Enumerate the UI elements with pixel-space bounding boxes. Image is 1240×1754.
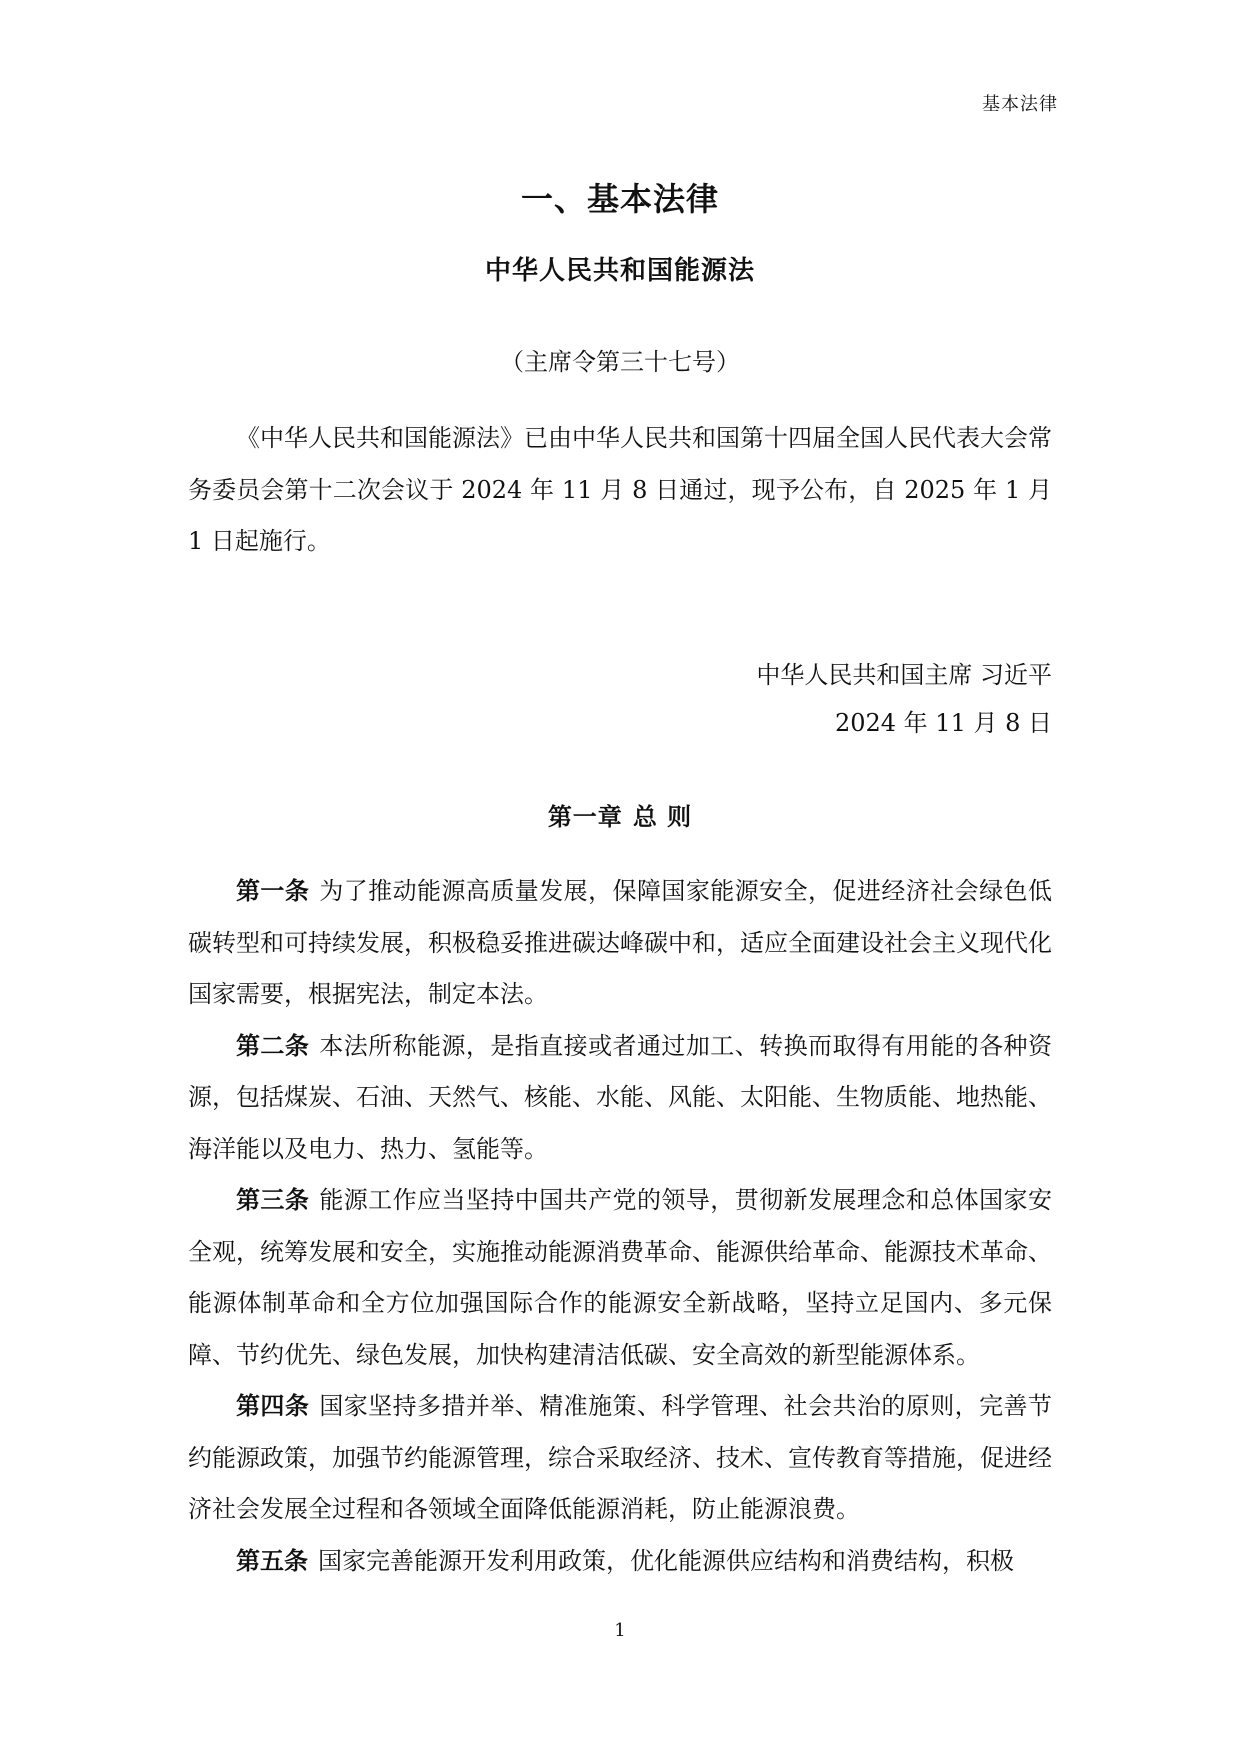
article-number: 第五条	[236, 1546, 308, 1575]
article-3	[188, 1175, 1052, 1381]
article-2	[188, 1021, 1052, 1176]
signature-name: 中华人民共和国主席 习近平	[756, 661, 1052, 689]
chapter-label: 第一章	[547, 803, 623, 831]
page-number: 1	[614, 1620, 626, 1641]
article-4	[188, 1381, 1052, 1536]
article-number: 第一条	[236, 877, 310, 905]
chapter-title	[0, 797, 1240, 832]
article-list	[188, 866, 1052, 1587]
article-number: 第四条	[236, 1392, 310, 1420]
article-text: 为了推动能源高质量发展，保障国家能源安全，促进经济社会绿色低碳转型和可持续发展，积极稳妥推进碳达峰碳中和，适应全面建设社会主义现代化国家需要，根据宪法，制定本法。	[188, 877, 1052, 1008]
running-header: 基本法律	[982, 94, 1058, 115]
article-text: 国家坚持多措并举、精准施策、科学管理、社会共治的原则，完善节约能源政策，加强节约能源管理，综合采取经济、技术、宣传教育等措施，促进经济社会发展全过程和各领域全面降低能源消耗，防止能源浪费。	[188, 1392, 1052, 1523]
law-title: 中华人民共和国能源法	[484, 256, 755, 286]
signature-date: 2024 年 11 月 8 日	[834, 709, 1052, 737]
article-5	[188, 1536, 1052, 1588]
chapter-name: 总 则	[632, 803, 693, 831]
section-title: 一、基本法律	[520, 180, 719, 218]
article-text: 本法所称能源，是指直接或者通过加工、转换而取得有用能的各种资源，包括煤炭、石油、天然气、核能、水能、风能、太阳能、生物质能、地热能、海洋能以及电力、热力、氢能等。	[188, 1031, 1052, 1163]
promulgation-paragraph: 《中华人民共和国能源法》已由中华人民共和国第十四届全国人民代表大会常务委员会第十二次会议于 2024 年 11 月 8 日通过，现予公布，自 2025 年 1 月 1 日起施行。	[188, 424, 1052, 555]
article-text: 国家完善能源开发利用政策，优化能源供应结构和消费结构，积极	[318, 1546, 1014, 1575]
article-text: 能源工作应当坚持中国共产党的领导，贯彻新发展理念和总体国家安全观，统筹发展和安全，实施推动能源消费革命、能源供给革命、能源技术革命、能源体制革命和全方位加强国际合作的能源安全新战略，坚持立足国内、多元保障、节约优先、绿色发展，加快构建清洁低碳、安全高效的新型能源体系。	[188, 1186, 1052, 1369]
article-1	[188, 866, 1052, 1021]
article-number: 第二条	[236, 1031, 310, 1060]
order-number: （主席令第三十七号）	[500, 348, 740, 376]
article-number: 第三条	[236, 1186, 310, 1214]
